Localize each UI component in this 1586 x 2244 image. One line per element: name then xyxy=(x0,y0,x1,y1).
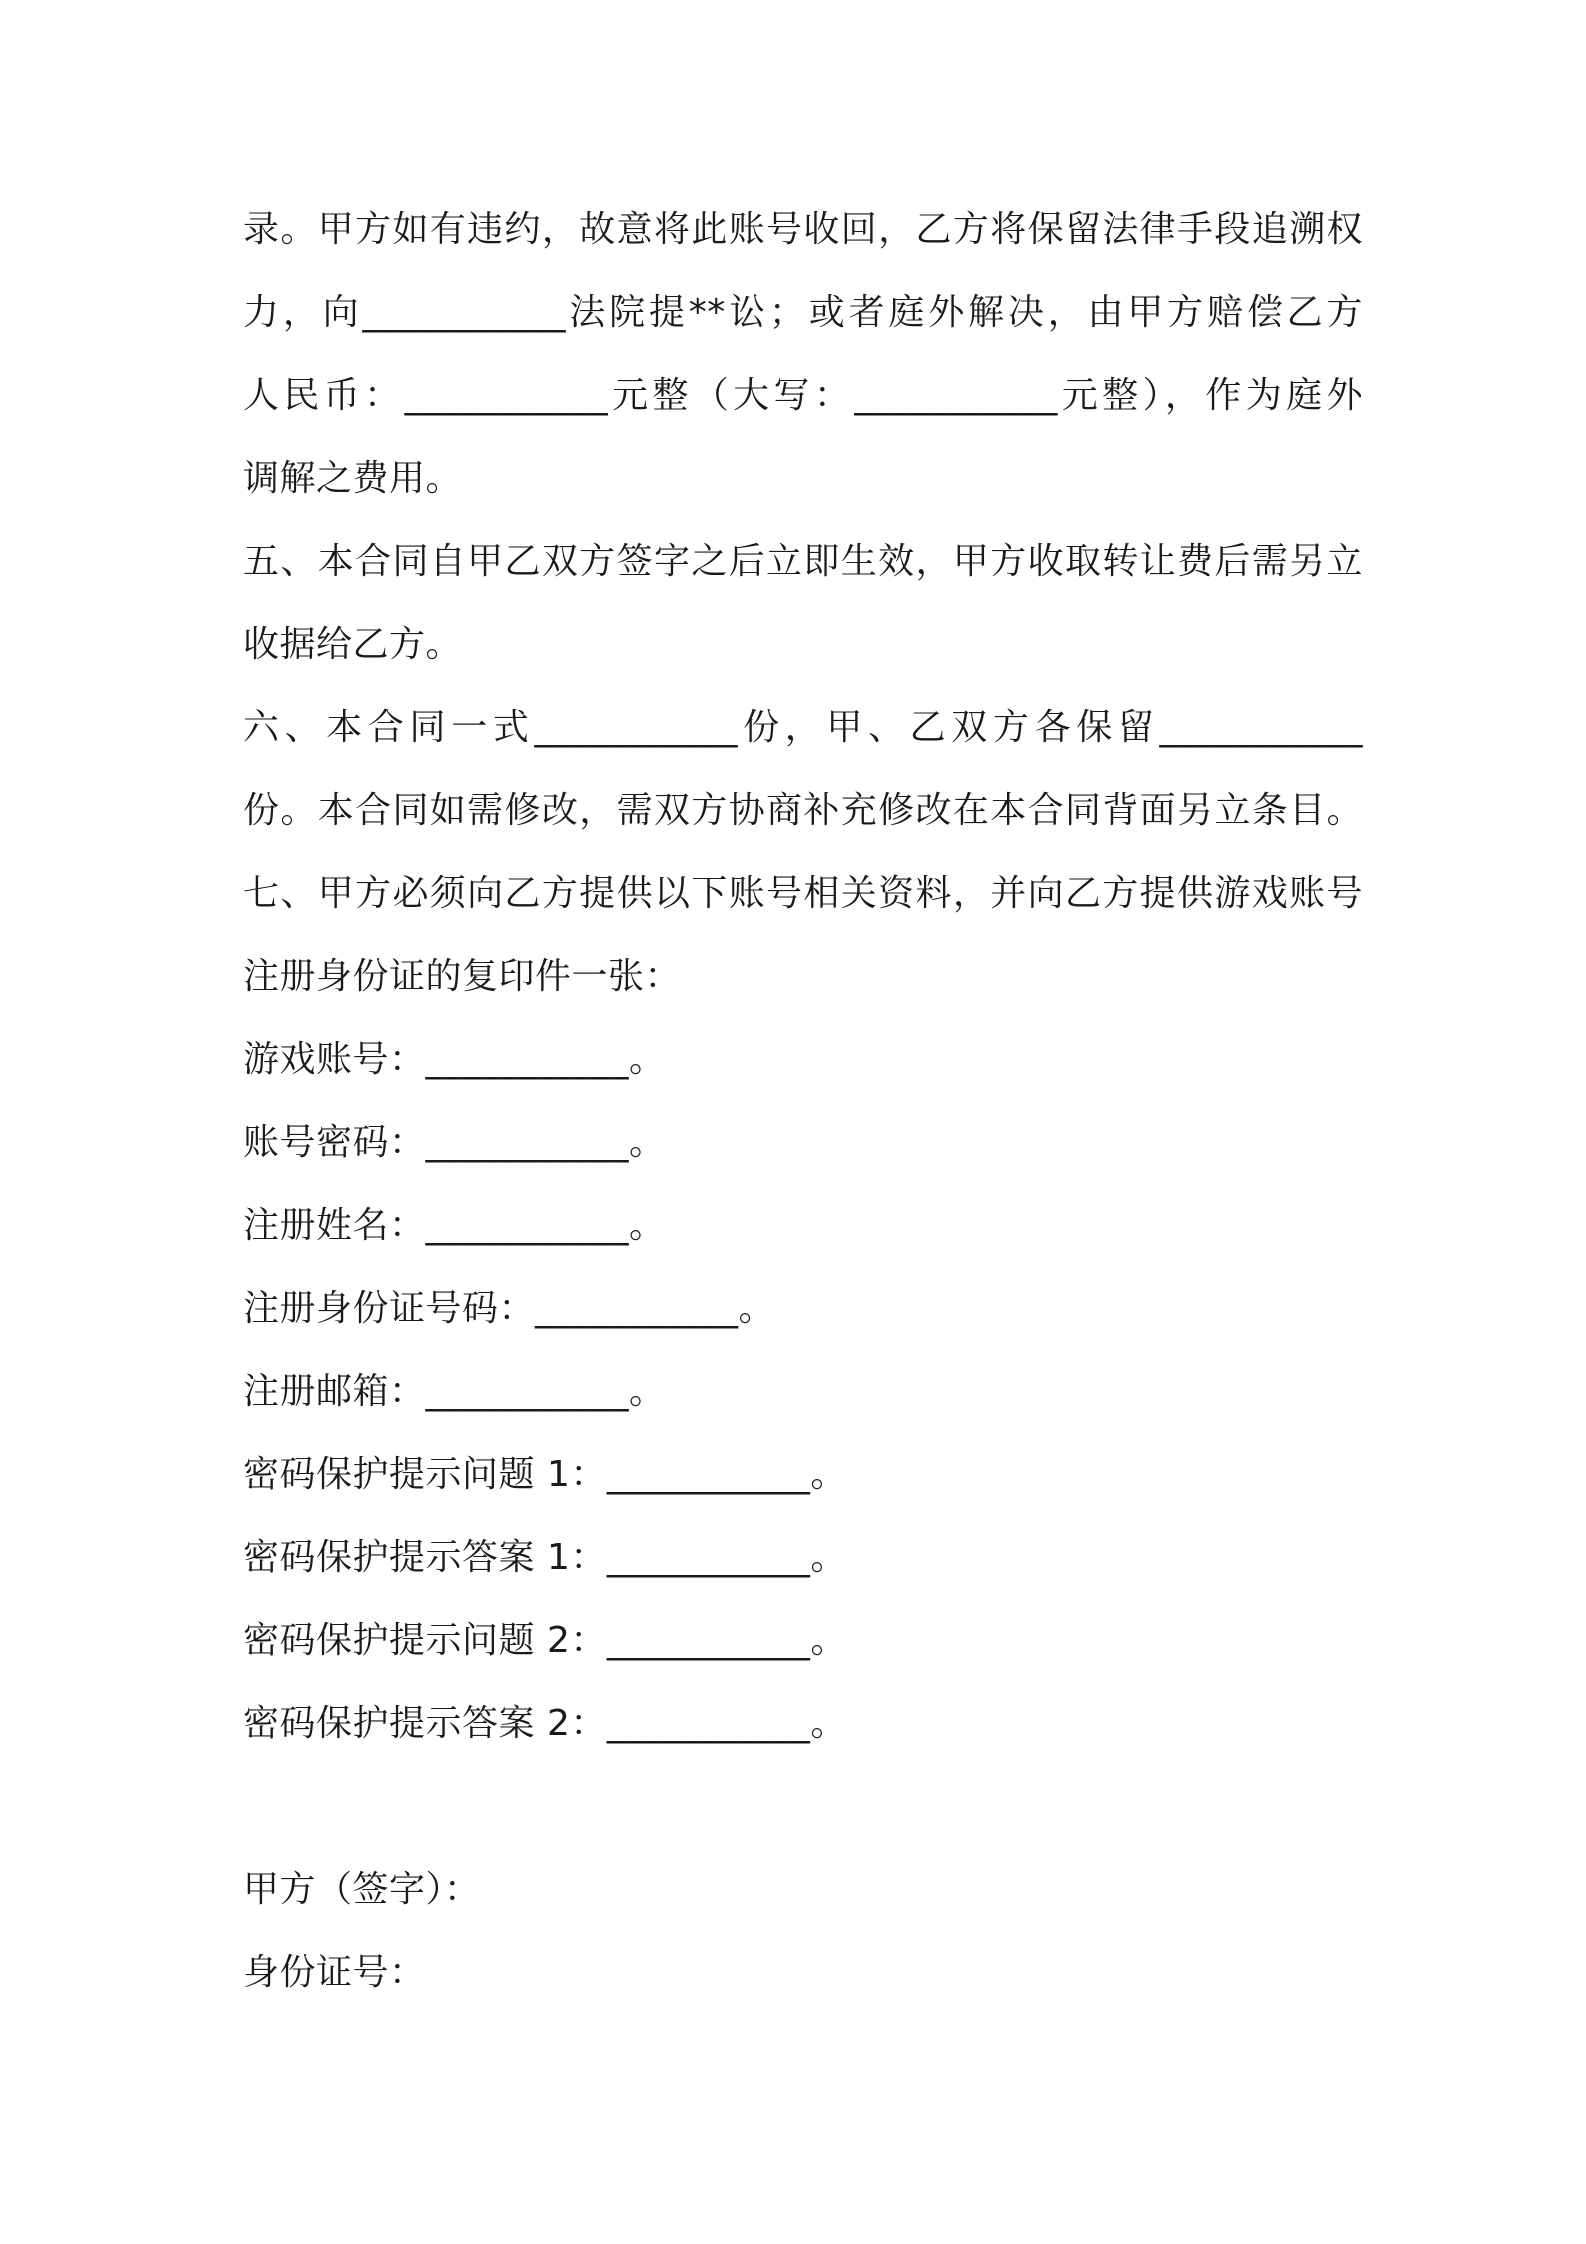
field-registered-name: 注册姓名：___________。 xyxy=(243,1205,666,1246)
field-registered-email: 注册邮箱：___________。 xyxy=(243,1371,666,1412)
party-a-id-number-label: 身份证号： xyxy=(243,1952,426,1993)
clause-five-line: 收据给乙方。 xyxy=(243,624,463,665)
clause-seven-line: 七、甲方必须向乙方提供以下账号相关资料，并向乙方提供游戏账号 xyxy=(243,873,1363,914)
field-security-answer-2: 密码保护提示答案 2：___________。 xyxy=(243,1703,847,1744)
clause-text-line: 力，向___________法院提**讼；或者庭外解决，由甲方赔偿乙方 xyxy=(243,292,1363,333)
field-security-answer-1: 密码保护提示答案 1：___________。 xyxy=(243,1537,847,1578)
clause-text-line: 录。甲方如有违约，故意将此账号收回，乙方将保留法律手段追溯权 xyxy=(243,209,1363,250)
field-account-password: 账号密码：___________。 xyxy=(243,1122,666,1163)
field-security-question-2: 密码保护提示问题 2：___________。 xyxy=(243,1620,847,1661)
field-security-question-1: 密码保护提示问题 1：___________。 xyxy=(243,1454,847,1495)
clause-seven-line: 注册身份证的复印件一张： xyxy=(243,956,682,997)
clause-five-line: 五、本合同自甲乙双方签字之后立即生效，甲方收取转让费后需另立 xyxy=(243,541,1363,582)
clause-six-line: 六、本合同一式___________份，甲、乙双方各保留___________ xyxy=(243,707,1363,748)
clause-text-line: 人民币：___________元整（大写：___________元整），作为庭外 xyxy=(243,375,1363,416)
clause-text-line: 调解之费用。 xyxy=(243,458,463,499)
clause-six-line: 份。本合同如需修改，需双方协商补充修改在本合同背面另立条目。 xyxy=(243,790,1363,831)
field-registered-id-number: 注册身份证号码：___________。 xyxy=(243,1288,776,1329)
field-game-account: 游戏账号：___________。 xyxy=(243,1039,666,1080)
party-a-signature-label: 甲方（签字）： xyxy=(243,1869,481,1910)
